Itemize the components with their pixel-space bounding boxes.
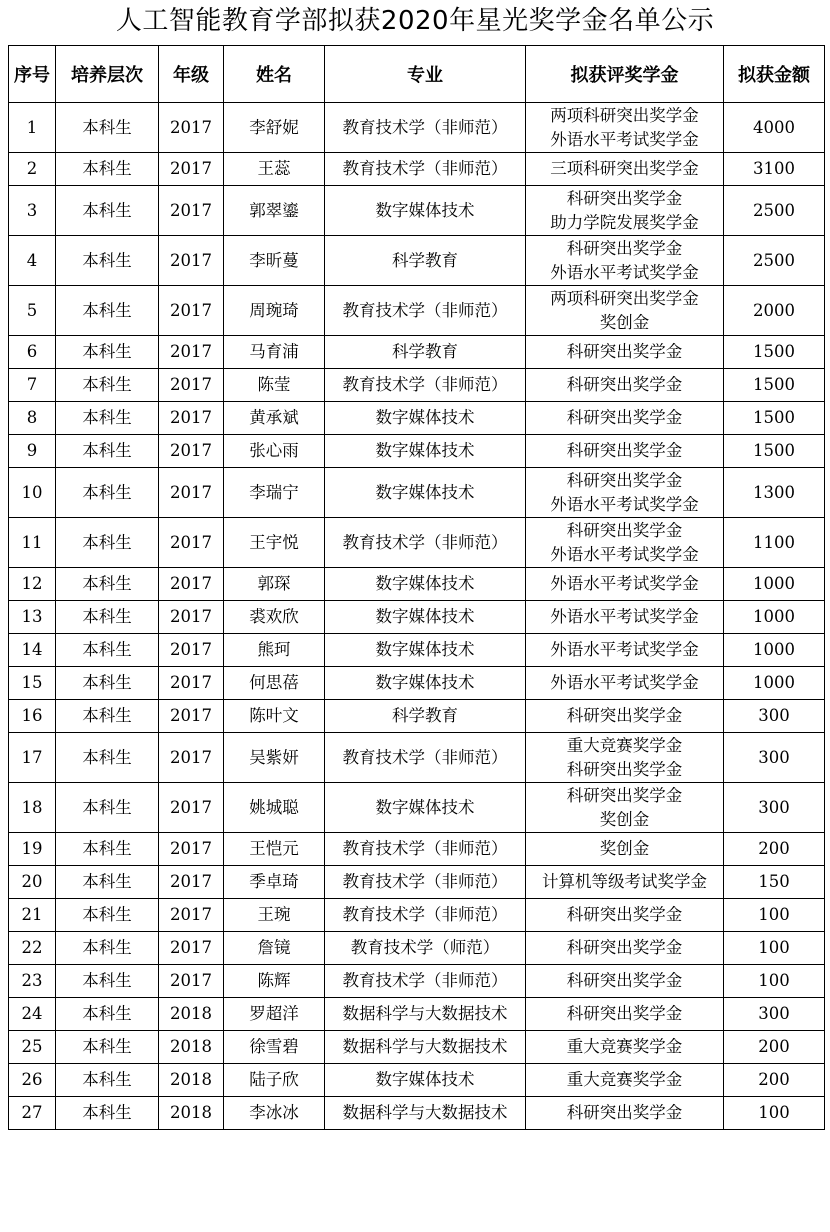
cell-amount: 100 (724, 899, 825, 932)
column-header-grade: 年级 (159, 46, 224, 103)
prize-line: 奖创金 (599, 312, 650, 332)
prize-line: 科研突出奖学金 (566, 971, 683, 990)
cell-amount: 100 (724, 965, 825, 998)
table-row (9, 899, 825, 932)
cell-no: 2 (9, 153, 56, 186)
cell-major: 教育技术学（非师范） (325, 103, 526, 153)
table-row (9, 783, 825, 833)
cell-major: 教育技术学（非师范） (325, 153, 526, 186)
cell-name: 裘欢欣 (224, 601, 325, 634)
cell-no: 8 (9, 402, 56, 435)
cell-grade: 2017 (159, 153, 224, 186)
cell-grade: 2017 (159, 336, 224, 369)
cell-grade: 2017 (159, 236, 224, 286)
cell-prize (526, 899, 724, 932)
cell-major: 数字媒体技术 (325, 186, 526, 236)
cell-prize (526, 1031, 724, 1064)
cell-name: 王宇悦 (224, 518, 325, 568)
cell-no: 7 (9, 369, 56, 402)
cell-grade: 2017 (159, 700, 224, 733)
cell-level: 本科生 (56, 1031, 159, 1064)
table-body (9, 103, 825, 1130)
cell-name: 姚城聪 (224, 783, 325, 833)
table-row (9, 336, 825, 369)
prize-line: 计算机等级考试奖学金 (542, 872, 707, 891)
cell-name: 熊珂 (224, 634, 325, 667)
cell-level: 本科生 (56, 965, 159, 998)
prize-line: 科研突出奖学金 (566, 342, 683, 361)
table-row (9, 1064, 825, 1097)
prize-line: 科研突出奖学金 (566, 759, 683, 779)
cell-no: 25 (9, 1031, 56, 1064)
prize-line: 科研突出奖学金 (566, 1103, 683, 1122)
cell-level: 本科生 (56, 634, 159, 667)
cell-major: 教育技术学（师范） (325, 932, 526, 965)
cell-no: 26 (9, 1064, 56, 1097)
cell-level: 本科生 (56, 667, 159, 700)
cell-amount: 1500 (724, 369, 825, 402)
cell-name: 徐雪碧 (224, 1031, 325, 1064)
cell-prize (526, 236, 724, 286)
cell-prize (526, 518, 724, 568)
cell-grade: 2017 (159, 402, 224, 435)
cell-no: 20 (9, 866, 56, 899)
cell-prize (526, 435, 724, 468)
prize-line: 两项科研突出奖学金 (550, 288, 699, 308)
cell-level: 本科生 (56, 1097, 159, 1130)
prize-line: 奖创金 (599, 839, 650, 858)
cell-grade: 2017 (159, 634, 224, 667)
cell-amount: 1300 (724, 468, 825, 518)
cell-level: 本科生 (56, 186, 159, 236)
cell-level: 本科生 (56, 402, 159, 435)
cell-amount: 200 (724, 833, 825, 866)
cell-prize (526, 733, 724, 783)
cell-name: 郭琛 (224, 568, 325, 601)
cell-name: 郭翠鎏 (224, 186, 325, 236)
cell-level: 本科生 (56, 236, 159, 286)
cell-amount: 100 (724, 932, 825, 965)
table-row (9, 634, 825, 667)
table-row (9, 402, 825, 435)
cell-no: 11 (9, 518, 56, 568)
cell-amount: 1000 (724, 601, 825, 634)
cell-name: 王恺元 (224, 833, 325, 866)
table-row (9, 932, 825, 965)
cell-prize (526, 153, 724, 186)
cell-prize (526, 833, 724, 866)
cell-name: 李舒妮 (224, 103, 325, 153)
cell-major: 数字媒体技术 (325, 634, 526, 667)
cell-amount: 2000 (724, 286, 825, 336)
cell-name: 张心雨 (224, 435, 325, 468)
cell-prize (526, 568, 724, 601)
column-header-amount: 拟获金额 (724, 46, 825, 103)
cell-major: 教育技术学（非师范） (325, 899, 526, 932)
cell-name: 陆子欣 (224, 1064, 325, 1097)
table-row (9, 518, 825, 568)
cell-name: 詹镜 (224, 932, 325, 965)
cell-name: 周琬琦 (224, 286, 325, 336)
cell-grade: 2017 (159, 468, 224, 518)
cell-prize (526, 667, 724, 700)
table-row (9, 1097, 825, 1130)
cell-major: 数据科学与大数据技术 (325, 1031, 526, 1064)
column-header-level: 培养层次 (56, 46, 159, 103)
prize-line: 科研突出奖学金 (566, 408, 683, 427)
cell-amount: 200 (724, 1031, 825, 1064)
cell-prize (526, 965, 724, 998)
cell-grade: 2017 (159, 866, 224, 899)
cell-major: 数字媒体技术 (325, 435, 526, 468)
prize-line: 助力学院发展奖学金 (550, 212, 699, 232)
cell-name: 李冰冰 (224, 1097, 325, 1130)
table-row (9, 236, 825, 286)
cell-name: 李瑞宁 (224, 468, 325, 518)
cell-grade: 2017 (159, 103, 224, 153)
cell-major: 教育技术学（非师范） (325, 866, 526, 899)
cell-major: 科学教育 (325, 336, 526, 369)
prize-line: 外语水平考试奖学金 (550, 640, 699, 659)
cell-grade: 2018 (159, 1097, 224, 1130)
cell-no: 6 (9, 336, 56, 369)
prize-line: 外语水平考试奖学金 (550, 607, 699, 626)
cell-level: 本科生 (56, 103, 159, 153)
cell-name: 陈莹 (224, 369, 325, 402)
cell-level: 本科生 (56, 369, 159, 402)
cell-grade: 2017 (159, 286, 224, 336)
cell-amount: 3100 (724, 153, 825, 186)
cell-level: 本科生 (56, 601, 159, 634)
cell-level: 本科生 (56, 866, 159, 899)
cell-amount: 300 (724, 998, 825, 1031)
prize-line: 两项科研突出奖学金 (550, 105, 699, 125)
cell-grade: 2017 (159, 965, 224, 998)
cell-grade: 2017 (159, 568, 224, 601)
cell-major: 数字媒体技术 (325, 468, 526, 518)
cell-amount: 150 (724, 866, 825, 899)
cell-major: 数字媒体技术 (325, 783, 526, 833)
cell-prize (526, 286, 724, 336)
table-row (9, 286, 825, 336)
prize-line: 科研突出奖学金 (566, 441, 683, 460)
cell-grade: 2017 (159, 833, 224, 866)
cell-amount: 1500 (724, 435, 825, 468)
cell-major: 数字媒体技术 (325, 1064, 526, 1097)
cell-level: 本科生 (56, 286, 159, 336)
cell-level: 本科生 (56, 153, 159, 186)
cell-grade: 2017 (159, 186, 224, 236)
cell-level: 本科生 (56, 998, 159, 1031)
page-title: 人工智能教育学部拟获2020年星光奖学金名单公示 (115, 6, 715, 36)
cell-name: 季卓琦 (224, 866, 325, 899)
table-row (9, 733, 825, 783)
cell-no: 13 (9, 601, 56, 634)
prize-line: 重大竞赛奖学金 (566, 1037, 683, 1056)
prize-line: 外语水平考试奖学金 (550, 262, 699, 282)
cell-no: 23 (9, 965, 56, 998)
cell-level: 本科生 (56, 568, 159, 601)
prize-line: 奖创金 (599, 809, 650, 829)
cell-amount: 2500 (724, 186, 825, 236)
table-row (9, 667, 825, 700)
cell-amount: 1100 (724, 518, 825, 568)
cell-major: 科学教育 (325, 236, 526, 286)
prize-line: 科研突出奖学金 (566, 785, 683, 805)
column-header-major: 专业 (325, 46, 526, 103)
cell-level: 本科生 (56, 833, 159, 866)
cell-prize (526, 369, 724, 402)
cell-name: 王蕊 (224, 153, 325, 186)
cell-amount: 200 (724, 1064, 825, 1097)
table-row (9, 965, 825, 998)
table-row (9, 601, 825, 634)
cell-major: 科学教育 (325, 700, 526, 733)
cell-prize (526, 998, 724, 1031)
cell-amount: 300 (724, 700, 825, 733)
prize-line: 科研突出奖学金 (566, 706, 683, 725)
prize-line: 重大竞赛奖学金 (566, 1070, 683, 1089)
cell-level: 本科生 (56, 899, 159, 932)
header-row (9, 46, 825, 103)
cell-prize (526, 402, 724, 435)
cell-no: 9 (9, 435, 56, 468)
cell-no: 22 (9, 932, 56, 965)
cell-major: 数据科学与大数据技术 (325, 1097, 526, 1130)
cell-major: 教育技术学（非师范） (325, 965, 526, 998)
cell-amount: 1500 (724, 336, 825, 369)
cell-no: 5 (9, 286, 56, 336)
cell-amount: 2500 (724, 236, 825, 286)
cell-name: 罗超洋 (224, 998, 325, 1031)
prize-line: 科研突出奖学金 (566, 238, 683, 258)
table-row (9, 833, 825, 866)
cell-major: 教育技术学（非师范） (325, 286, 526, 336)
cell-amount: 4000 (724, 103, 825, 153)
cell-grade: 2017 (159, 601, 224, 634)
cell-amount: 300 (724, 733, 825, 783)
cell-name: 陈辉 (224, 965, 325, 998)
cell-level: 本科生 (56, 700, 159, 733)
table-row (9, 186, 825, 236)
prize-line: 外语水平考试奖学金 (550, 129, 699, 149)
prize-line: 科研突出奖学金 (566, 470, 683, 490)
cell-amount: 300 (724, 783, 825, 833)
cell-level: 本科生 (56, 733, 159, 783)
cell-level: 本科生 (56, 518, 159, 568)
prize-line: 外语水平考试奖学金 (550, 673, 699, 692)
cell-grade: 2017 (159, 932, 224, 965)
cell-major: 数据科学与大数据技术 (325, 998, 526, 1031)
prize-line: 科研突出奖学金 (566, 520, 683, 540)
prize-line: 重大竞赛奖学金 (566, 735, 683, 755)
cell-grade: 2017 (159, 733, 224, 783)
table-row (9, 568, 825, 601)
cell-level: 本科生 (56, 932, 159, 965)
cell-prize (526, 468, 724, 518)
cell-level: 本科生 (56, 336, 159, 369)
cell-no: 1 (9, 103, 56, 153)
cell-grade: 2017 (159, 518, 224, 568)
cell-name: 陈叶文 (224, 700, 325, 733)
cell-name: 黄承斌 (224, 402, 325, 435)
cell-grade: 2017 (159, 435, 224, 468)
table-row (9, 369, 825, 402)
cell-no: 15 (9, 667, 56, 700)
prize-line: 外语水平考试奖学金 (550, 544, 699, 564)
cell-prize (526, 601, 724, 634)
column-header-name: 姓名 (224, 46, 325, 103)
cell-no: 21 (9, 899, 56, 932)
cell-major: 数字媒体技术 (325, 402, 526, 435)
cell-prize (526, 932, 724, 965)
table-row (9, 700, 825, 733)
cell-prize (526, 700, 724, 733)
cell-name: 王琬 (224, 899, 325, 932)
cell-no: 19 (9, 833, 56, 866)
prize-line: 科研突出奖学金 (566, 188, 683, 208)
cell-prize (526, 186, 724, 236)
cell-grade: 2017 (159, 667, 224, 700)
cell-name: 吴紫妍 (224, 733, 325, 783)
table-row (9, 468, 825, 518)
cell-prize (526, 783, 724, 833)
cell-grade: 2017 (159, 369, 224, 402)
cell-major: 数字媒体技术 (325, 667, 526, 700)
cell-prize (526, 866, 724, 899)
cell-amount: 1000 (724, 634, 825, 667)
cell-no: 4 (9, 236, 56, 286)
prize-line: 科研突出奖学金 (566, 938, 683, 957)
cell-major: 教育技术学（非师范） (325, 733, 526, 783)
cell-grade: 2017 (159, 899, 224, 932)
cell-name: 李昕蔓 (224, 236, 325, 286)
cell-prize (526, 634, 724, 667)
cell-no: 24 (9, 998, 56, 1031)
cell-no: 18 (9, 783, 56, 833)
cell-level: 本科生 (56, 1064, 159, 1097)
cell-grade: 2018 (159, 998, 224, 1031)
cell-major: 数字媒体技术 (325, 601, 526, 634)
scholarship-table (8, 45, 825, 1130)
column-header-prize: 拟获评奖学金 (526, 46, 724, 103)
cell-major: 教育技术学（非师范） (325, 518, 526, 568)
cell-grade: 2018 (159, 1031, 224, 1064)
cell-prize (526, 1097, 724, 1130)
cell-amount: 1000 (724, 568, 825, 601)
cell-amount: 1500 (724, 402, 825, 435)
table-row (9, 153, 825, 186)
cell-prize (526, 336, 724, 369)
prize-line: 科研突出奖学金 (566, 1004, 683, 1023)
cell-no: 16 (9, 700, 56, 733)
cell-grade: 2018 (159, 1064, 224, 1097)
cell-no: 3 (9, 186, 56, 236)
cell-amount: 1000 (724, 667, 825, 700)
prize-line: 科研突出奖学金 (566, 375, 683, 394)
table-row (9, 103, 825, 153)
cell-no: 12 (9, 568, 56, 601)
cell-name: 马育浦 (224, 336, 325, 369)
cell-no: 27 (9, 1097, 56, 1130)
column-header-no: 序号 (9, 46, 56, 103)
cell-major: 教育技术学（非师范） (325, 369, 526, 402)
prize-line: 三项科研突出奖学金 (550, 159, 699, 178)
cell-no: 10 (9, 468, 56, 518)
cell-major: 教育技术学（非师范） (325, 833, 526, 866)
cell-major: 数字媒体技术 (325, 568, 526, 601)
cell-grade: 2017 (159, 783, 224, 833)
table-row (9, 998, 825, 1031)
cell-name: 何思蓓 (224, 667, 325, 700)
cell-no: 17 (9, 733, 56, 783)
prize-line: 科研突出奖学金 (566, 905, 683, 924)
cell-level: 本科生 (56, 468, 159, 518)
table-row (9, 866, 825, 899)
cell-no: 14 (9, 634, 56, 667)
table-row (9, 1031, 825, 1064)
cell-amount: 100 (724, 1097, 825, 1130)
prize-line: 外语水平考试奖学金 (550, 494, 699, 514)
cell-prize (526, 103, 724, 153)
cell-level: 本科生 (56, 783, 159, 833)
prize-line: 外语水平考试奖学金 (550, 574, 699, 593)
cell-level: 本科生 (56, 435, 159, 468)
cell-prize (526, 1064, 724, 1097)
table-row (9, 435, 825, 468)
